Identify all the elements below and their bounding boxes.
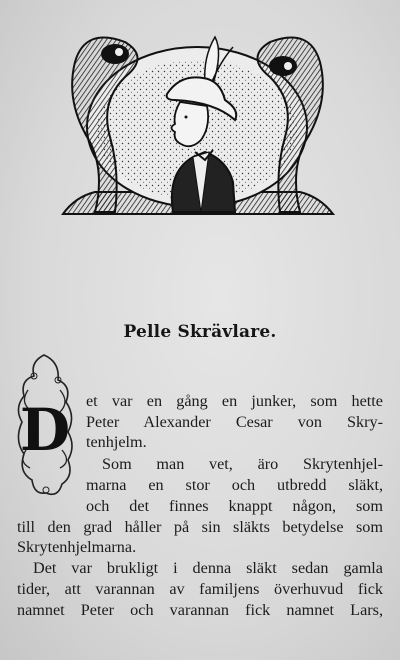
body-line: Som man vet, äro Skrytenhjel- — [102, 455, 383, 473]
drop-cap-letter: D — [19, 396, 71, 464]
body-line: namnet Peter och varannan fick namnet Lars, — [17, 601, 383, 619]
body-line: marna en stor och utbredd släkt, — [86, 476, 383, 494]
body-line: Det var brukligt i denna släkt sedan gamla — [33, 559, 383, 577]
chapter-title: Pelle Skrävlare. — [123, 322, 277, 342]
body-line: tider, att varannan av familjens överhuvud fick — [17, 580, 383, 598]
decorated-initial — [12, 350, 76, 500]
body-line: till den grad håller på sin släkts betydelse som — [17, 518, 383, 536]
chapter-illustration — [55, 22, 340, 222]
body-line: Peter Alexander Cesar von Skry- — [86, 413, 383, 431]
body-line: et var en gång en junker, som hette — [86, 392, 383, 410]
body-line: tenhjelm. — [86, 433, 147, 451]
body-line: och det finnes knappt någon, som — [86, 497, 383, 515]
body-line: Skrytenhjelmarna. — [17, 538, 137, 556]
